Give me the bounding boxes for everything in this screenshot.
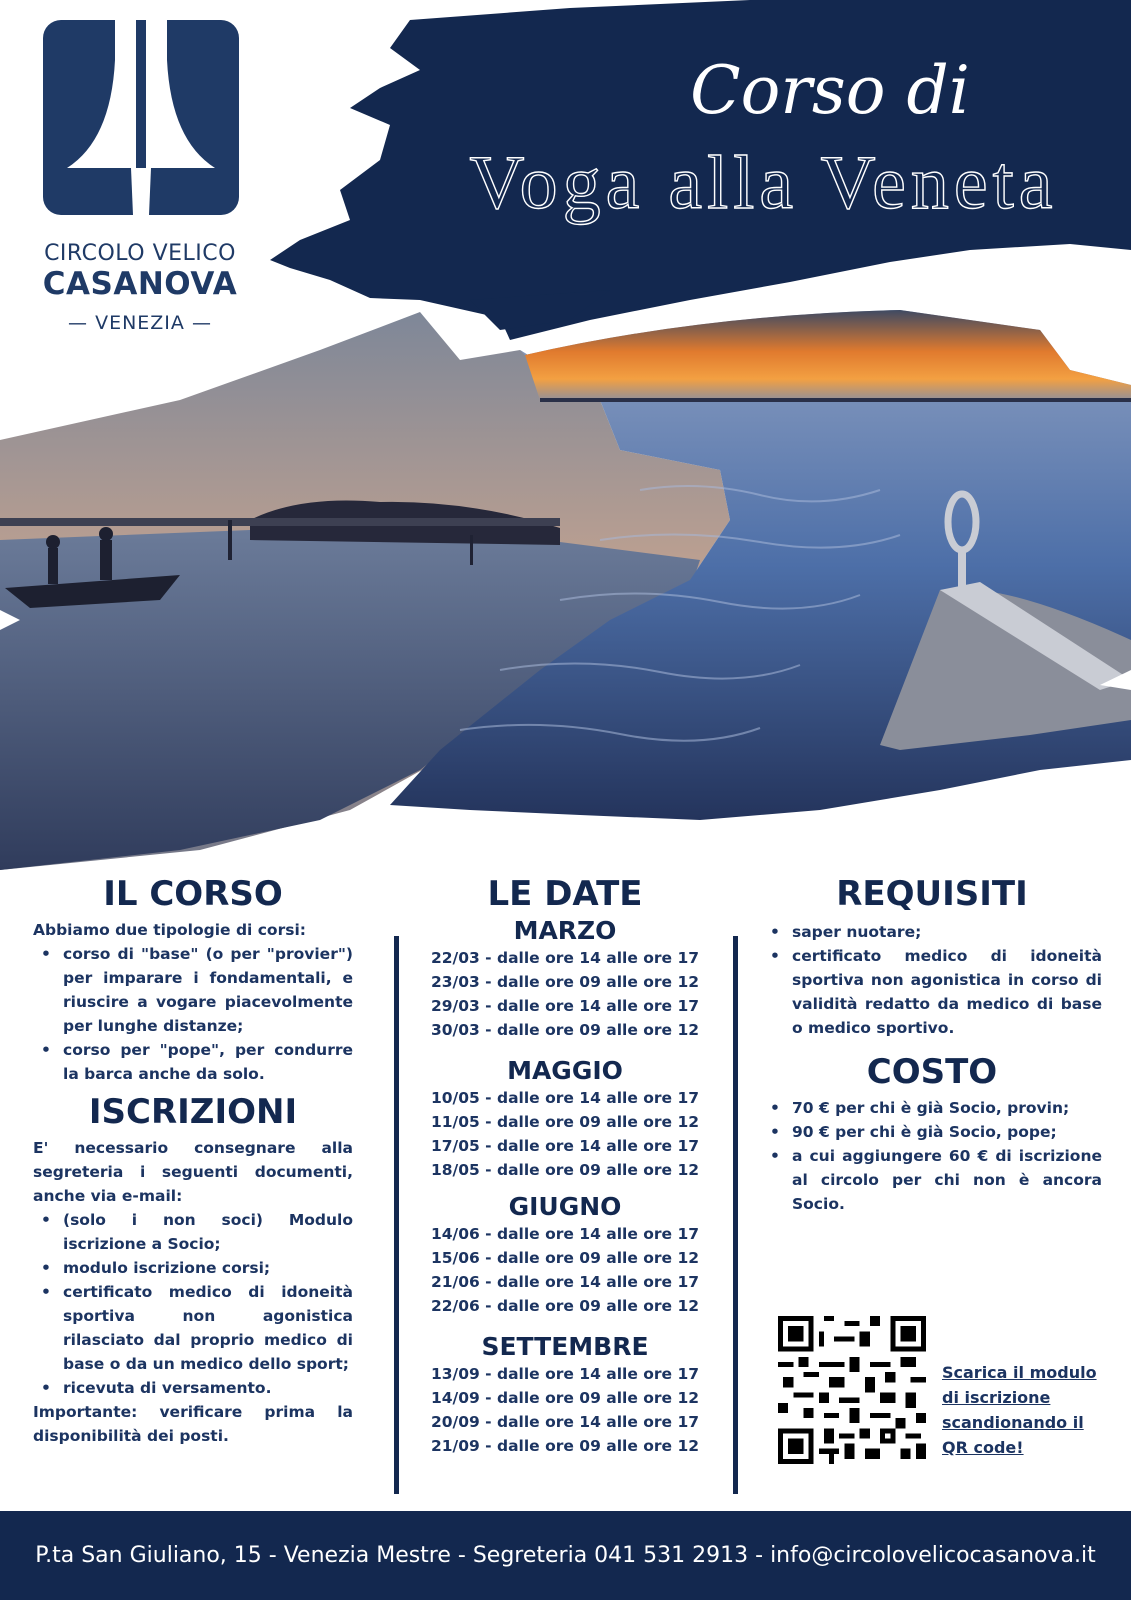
column-divider	[394, 936, 399, 1494]
date-item: 14/09 - dalle ore 09 alle ore 12	[430, 1389, 700, 1407]
date-item: 11/05 - dalle ore 09 alle ore 12	[430, 1113, 700, 1131]
column-divider	[733, 936, 738, 1494]
costo-list	[762, 1096, 1102, 1216]
title-line1: Corso di	[690, 52, 970, 129]
month-group	[400, 1332, 730, 1458]
list-item: • 90 € per chi è già Socio, pope;	[762, 1120, 1102, 1144]
date-item: 22/06 - dalle ore 09 alle ore 12	[430, 1297, 700, 1315]
date-item: 20/09 - dalle ore 14 alle ore 17	[430, 1413, 700, 1431]
iscrizioni-list	[33, 1208, 353, 1400]
lagoon-sunset-photo	[0, 290, 1131, 870]
brand-name-line1: CIRCOLO VELICO	[44, 241, 236, 266]
date-item: 17/05 - dalle ore 14 alle ore 17	[430, 1137, 700, 1155]
title-line2: Voga alla Veneta	[469, 141, 1058, 225]
requisiti-list	[762, 920, 1102, 1040]
iscrizioni-note: Importante: verificare prima la disponibilità dei posti.	[33, 1403, 353, 1445]
list-item: • modulo iscrizione corsi;	[33, 1256, 353, 1280]
iscrizioni-heading: ISCRIZIONI	[88, 1092, 298, 1132]
date-item: 14/06 - dalle ore 14 alle ore 17	[430, 1225, 700, 1243]
column-left	[33, 874, 353, 1448]
corso-heading: IL CORSO	[103, 874, 283, 914]
date-item: 13/09 - dalle ore 14 alle ore 17	[430, 1365, 700, 1383]
month-name: SETTEMBRE	[481, 1332, 649, 1361]
date-item: 21/09 - dalle ore 09 alle ore 12	[430, 1437, 700, 1455]
sail-logo-icon	[43, 20, 239, 215]
corso-list	[33, 942, 353, 1086]
list-item: • certificato medico di idoneità sportiva non agonistica in corso di validità redatto da medico di base o medico sportivo.	[762, 944, 1102, 1040]
list-item: • corso di "base" (o per "provier") per imparare i fondamentali, e riuscire a vogare piacevolmente per lunghe distanze;	[33, 942, 353, 1038]
column-right	[762, 874, 1102, 1216]
list-item: • (solo i non soci) Modulo iscrizione a Socio;	[33, 1208, 353, 1256]
date-item: 21/06 - dalle ore 14 alle ore 17	[430, 1273, 700, 1291]
date-item: 18/05 - dalle ore 09 alle ore 12	[430, 1161, 700, 1179]
brand-name-line2: CASANOVA	[42, 266, 238, 302]
list-item: • a cui aggiungere 60 € di iscrizione al circolo per chi non è ancora Socio.	[762, 1144, 1102, 1216]
corso-intro: Abbiamo due tipologie di corsi:	[33, 921, 306, 939]
list-item: • 70 € per chi è già Socio, provin;	[762, 1096, 1102, 1120]
footer-bar	[0, 1511, 1131, 1600]
date-item: 15/06 - dalle ore 09 alle ore 12	[430, 1249, 700, 1267]
dates-heading: LE DATE	[487, 874, 643, 914]
month-name: MARZO	[513, 916, 617, 945]
date-item: 29/03 - dalle ore 14 alle ore 17	[430, 997, 700, 1015]
footer-contact: P.ta San Giuliano, 15 - Venezia Mestre - Segreteria 041 531 2913 - info@circolovelicocasanova.it	[35, 1543, 1096, 1568]
month-name: MAGGIO	[507, 1056, 623, 1085]
qr-code-icon[interactable]	[778, 1316, 926, 1464]
costo-heading: COSTO	[866, 1052, 998, 1092]
list-item: • certificato medico di idoneità sportiva non agonistica rilasciato dal proprio medico di base o da un medico dello sport;	[33, 1280, 353, 1376]
month-name: GIUGNO	[508, 1192, 622, 1221]
column-dates	[400, 874, 730, 1462]
date-item: 22/03 - dalle ore 14 alle ore 17	[430, 949, 700, 967]
requisiti-heading: REQUISITI	[836, 874, 1028, 914]
list-item: • corso per "pope", per condurre la barca anche da solo.	[33, 1038, 353, 1086]
month-group	[400, 916, 730, 1042]
date-item: 23/03 - dalle ore 09 alle ore 12	[430, 973, 700, 991]
month-group	[400, 1056, 730, 1182]
iscrizioni-intro: E' necessario consegnare alla segreteria i seguenti documenti, anche via e-mail:	[33, 1139, 353, 1205]
date-item: 30/03 - dalle ore 09 alle ore 12	[430, 1021, 700, 1039]
date-item: 10/05 - dalle ore 14 alle ore 17	[430, 1089, 700, 1107]
month-group	[400, 1192, 730, 1318]
list-item: • saper nuotare;	[762, 920, 1102, 944]
qr-caption-link[interactable]: Scarica il modulo di iscrizione scandionando il QR code!	[942, 1363, 1097, 1457]
brand-city: — VENEZIA —	[68, 312, 212, 334]
list-item: • ricevuta di versamento.	[33, 1376, 353, 1400]
